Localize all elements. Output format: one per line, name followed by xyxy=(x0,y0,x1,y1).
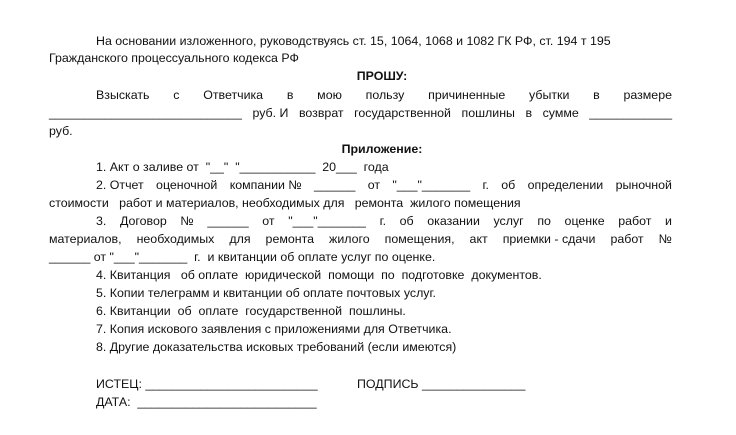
appendix-item-2-line-2: стоимости работ и материалов, необходимых для ремонта жилого помещения xyxy=(49,196,521,210)
appendix-item-5: 5. Копии телеграмм и квитанции об оплате почтовых услуг. xyxy=(96,286,436,300)
item-word: 2. Отчет xyxy=(96,178,144,192)
item-word: оказании xyxy=(427,214,480,228)
appendix-item-2-line-1 xyxy=(96,177,672,193)
request-word: причиненные xyxy=(428,88,506,102)
appendix-item-3-line-3: ______ от "___"_______ г. и квитанции об оплате услуг по оценке. xyxy=(49,250,436,264)
item-word: об xyxy=(399,214,414,228)
request-word: в xyxy=(525,106,533,120)
item-word: № xyxy=(658,232,672,246)
appendix-item-8: 8. Другие доказательства исковых требований (если имеются) xyxy=(96,340,457,354)
item-word: "___"_______ xyxy=(392,178,471,192)
item-word: г. xyxy=(482,178,489,192)
date-line: ДАТА: __________________________ xyxy=(96,395,317,409)
item-word: и xyxy=(665,214,672,228)
appendix-item-6: 6. Квитанции об оплате государственной пошлины. xyxy=(96,304,406,318)
appendix-item-7: 7. Копия искового заявления с приложениями для Ответчика. xyxy=(96,322,452,336)
appendix-item-3-line-1 xyxy=(96,213,672,229)
item-word: оценочной xyxy=(156,178,218,192)
item-word: Договор xyxy=(119,214,167,228)
item-word: 3. xyxy=(96,214,107,228)
request-line-3: руб. xyxy=(49,124,73,138)
request-word: в xyxy=(593,88,600,102)
item-word: определении xyxy=(527,178,604,192)
fee-blank: ____________ xyxy=(589,106,672,120)
item-word: для xyxy=(229,232,251,246)
signature-line: ПОДПИСЬ _______________ xyxy=(357,377,526,391)
request-word: пошлины xyxy=(461,106,515,120)
request-word: возврат xyxy=(298,106,344,120)
item-word: приемки - сдачи xyxy=(502,232,596,246)
amount-blank: ____________________________ xyxy=(49,106,242,120)
item-word: от xyxy=(262,214,275,228)
item-word: работ xyxy=(610,232,644,246)
request-word: убытки xyxy=(529,88,570,102)
item-word: рыночной xyxy=(615,178,672,192)
request-word: с xyxy=(173,88,180,102)
item-word: оценке xyxy=(564,214,605,228)
request-word: руб. И xyxy=(252,106,289,120)
item-word: "___"_______ xyxy=(288,214,366,228)
request-word: Взыскать xyxy=(96,88,150,102)
request-heading: ПРОШУ: xyxy=(356,69,408,83)
item-word: № xyxy=(180,214,194,228)
appendix-item-3-line-2 xyxy=(49,231,672,247)
item-word: об xyxy=(501,178,516,192)
item-word: материалов, xyxy=(49,232,122,246)
item-word: акт xyxy=(469,232,488,246)
request-word: размере xyxy=(623,88,672,102)
request-word: мою xyxy=(317,88,342,102)
item-word: ______ xyxy=(314,178,356,192)
item-word: ремонта xyxy=(265,232,315,246)
intro-line-1: На основании изложенного, руководствуясь ст. 15, 1064, 1068 и 1082 ГК РФ, ст. 194 т 195 xyxy=(96,34,611,48)
item-word: ______ xyxy=(207,214,249,228)
appendix-item-1: 1. Акт о заливе от "__" "___________ 20___ года xyxy=(96,160,389,174)
item-word: необходимых xyxy=(136,232,215,246)
appendix-heading: Приложение: xyxy=(341,142,423,156)
intro-line-2: Гражданского процессуального кодекса РФ xyxy=(49,51,299,65)
request-word: государственной xyxy=(354,106,451,120)
request-word: Ответчика xyxy=(203,88,264,102)
request-line-2 xyxy=(49,105,672,121)
item-word: работ xyxy=(618,214,652,228)
item-word: услуг xyxy=(493,214,524,228)
item-word: г. xyxy=(379,214,387,228)
item-word: жилого xyxy=(329,232,370,246)
request-word: в xyxy=(286,88,294,102)
request-word: сумме xyxy=(542,106,579,120)
request-word: пользу xyxy=(365,88,405,102)
request-line-1 xyxy=(96,87,672,103)
item-word: компании № xyxy=(229,178,302,192)
item-word: помещения, xyxy=(384,232,455,246)
appendix-item-4: 4. Квитанция об оплате юридической помощи по подготовке документов. xyxy=(96,268,542,282)
item-word: по xyxy=(537,214,551,228)
plaintiff-line: ИСТЕЦ: _________________________ xyxy=(96,377,318,391)
item-word: от xyxy=(367,178,381,192)
